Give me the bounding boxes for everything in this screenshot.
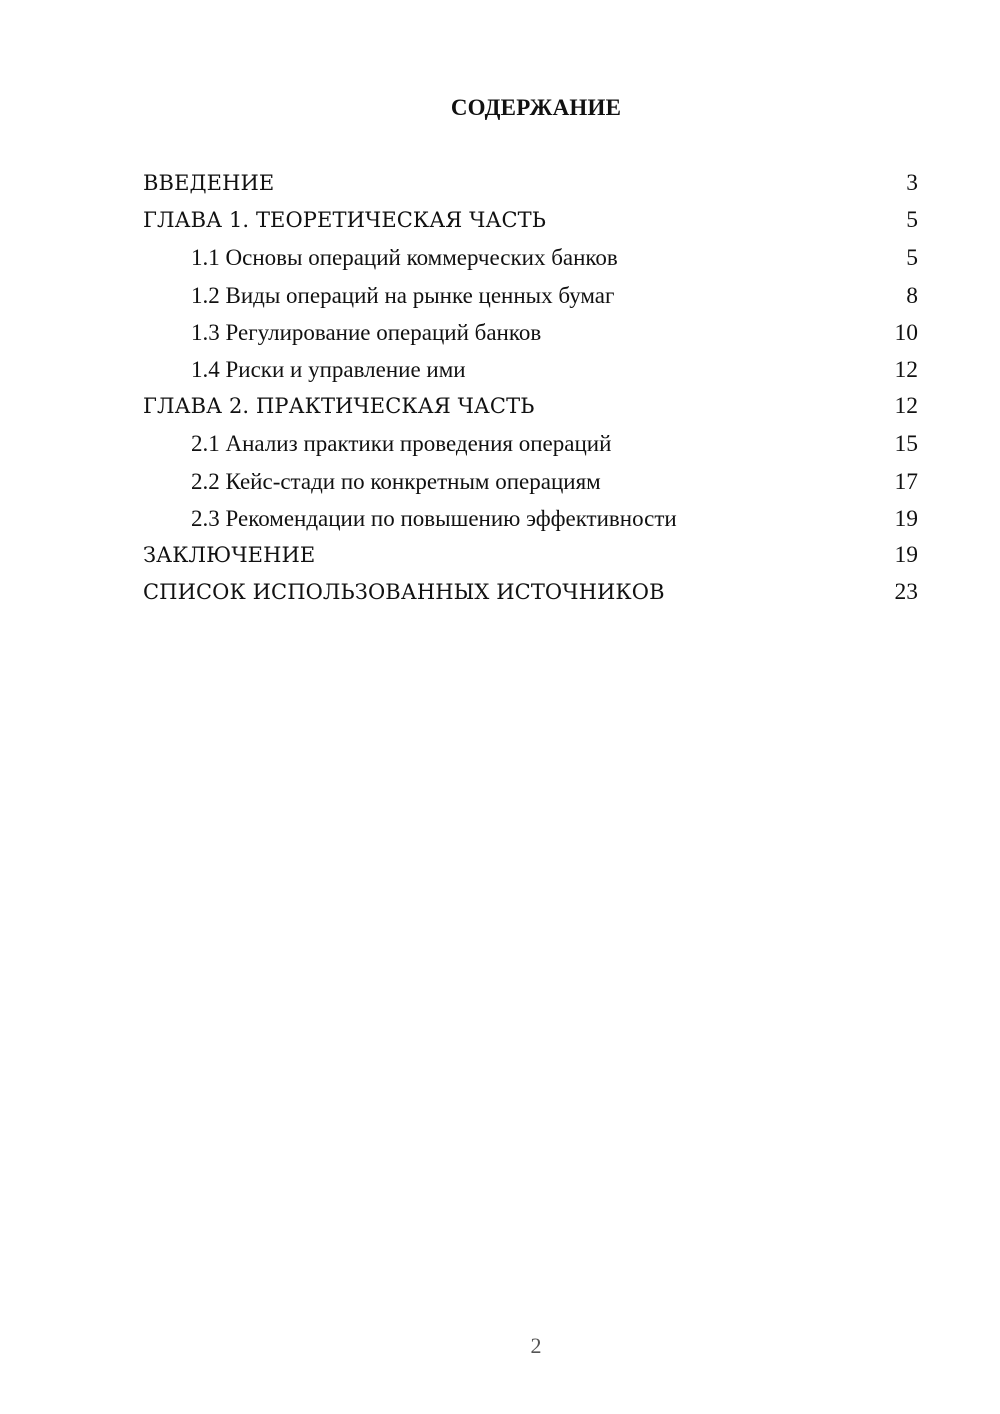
toc-entry-chapter-2: [143, 388, 918, 425]
toc-entry-label: ВВЕДЕНИЕ: [143, 171, 275, 195]
toc-entry-page: 19: [894, 505, 918, 532]
toc-entry-page: 10: [894, 319, 918, 346]
toc-title: СОДЕРЖАНИЕ: [450, 95, 622, 120]
toc-entry-page: 23: [894, 579, 918, 606]
toc-entry-label: 1.1 Основы операций коммерческих банков: [191, 245, 618, 271]
toc-entry-label: ЗАКЛЮЧЕНИЕ: [143, 542, 316, 567]
toc-entry-section-1-1: [143, 239, 918, 276]
table-of-contents: [143, 165, 918, 611]
toc-entry-label: 1.3 Регулирование операций банков: [191, 319, 542, 345]
toc-entry-references: [143, 574, 918, 611]
toc-entry-label: ГЛАВА 1. ТЕОРЕТИЧЕСКАЯ ЧАСТЬ: [143, 208, 546, 233]
toc-entry-page: 15: [894, 431, 918, 458]
toc-entry-section-2-2: [143, 463, 918, 500]
page-number: 2: [530, 1333, 542, 1358]
toc-entry-page: 8: [906, 282, 918, 309]
toc-entry-label: ГЛАВА 2. ПРАКТИЧЕСКАЯ ЧАСТЬ: [143, 394, 535, 419]
toc-entry-label: 1.2 Виды операций на рынке ценных бумаг: [191, 282, 615, 308]
toc-entry-section-2-1: [143, 425, 918, 462]
toc-entry-label: 2.3 Рекомендации по повышению эффективности: [191, 505, 677, 531]
toc-entry-section-1-3: [143, 314, 918, 351]
toc-entry-page: 19: [894, 541, 918, 568]
toc-entry-page: 5: [906, 245, 918, 272]
toc-entry-section-1-4: [143, 351, 918, 388]
toc-entry-label: 1.4 Риски и управление ими: [191, 356, 466, 382]
toc-entry-section-2-3: [143, 500, 918, 537]
toc-entry-label: 2.1 Анализ практики проведения операций: [191, 431, 612, 457]
toc-entry-page: 12: [894, 356, 918, 383]
toc-entry-label: СПИСОК ИСПОЛЬЗОВАННЫХ ИСТОЧНИКОВ: [143, 580, 665, 605]
toc-entry-page: 17: [894, 468, 918, 495]
toc-entry-page: 5: [906, 207, 918, 234]
toc-entry-page: 12: [894, 393, 918, 420]
toc-entry-page: 3: [906, 170, 918, 196]
toc-entry-chapter-1: [143, 202, 918, 239]
toc-entry-introduction: [143, 165, 918, 202]
toc-entry-label: 2.2 Кейс-стади по конкретным операциям: [191, 468, 601, 494]
toc-entry-conclusion: [143, 537, 918, 574]
toc-entry-section-1-2: [143, 277, 918, 314]
